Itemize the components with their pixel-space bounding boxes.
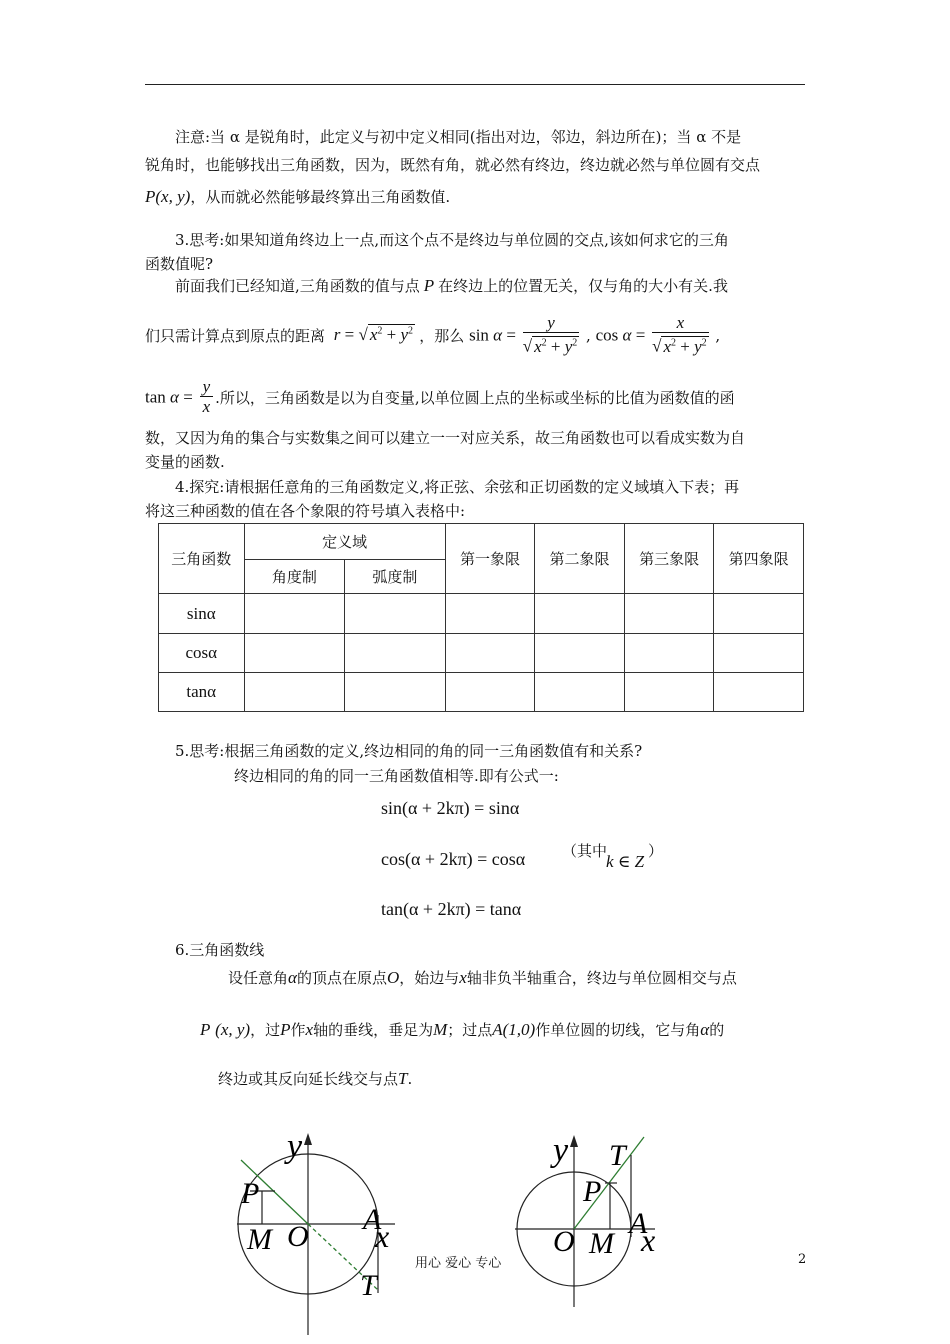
think3-line-6: 数，又因为角的集合与实数集之间可以建立一一对应关系，故三角函数也可以看成实数为自 [145,429,746,447]
table-cell [345,634,446,673]
table-cell [535,634,625,673]
think3-line-3a: 前面我们已经知道,三角函数的值与点 [175,277,420,295]
cos-formula: cos α = [595,325,646,345]
think3-line-3 [175,272,837,300]
lines6-line-1 [228,964,737,992]
table-cell [714,634,804,673]
origin-O: O [386,968,400,987]
lines6-l2a: ，过 [250,1021,281,1039]
think3-line-4: 们只需计算点到原点的距离 r = √ $x^2 + y^2$ ，那么 sin α = $\frac{y}{√ x^2 + y^2}$ , cos α = $\frac{x}{√ x^2 + y^2}$ , [145,313,721,356]
unit-circle-figure-quadrant-2 [225,1125,425,1344]
lines6-l2f: 的 [709,1021,725,1039]
lines6-l2c: 轴的垂线，垂足为 [313,1021,434,1039]
lines6-l2b: 作 [290,1021,306,1039]
lines6-l1b: 的顶点在原点 [296,969,387,987]
A-point: A(1,0) [492,1020,536,1039]
formula-sin-period: sin(α + 2kπ) = sinα [381,798,520,818]
table-header-degree: 角度制 [244,560,345,594]
cos-fraction: $\frac{x}{√ x^2 + y^2}$ [652,313,707,356]
formula-note-k: k ∈ Z [606,852,645,871]
sin-formula: sin α = [469,325,516,345]
lines6-line-3 [218,1065,412,1093]
think3-line-3b: 在终边上的位置无关，仅与角的大小有关.我 [438,277,728,295]
lines6-l2e: 作单位圆的切线，它与角 [535,1021,701,1039]
table-cell [244,673,345,712]
think5-line-2: 终边相同的角的同一三角函数值相等.即有公式一: [234,767,559,785]
lines6-l1c: ，始边与 [399,969,460,987]
label-A: A [363,1203,382,1236]
label-M: M [247,1223,272,1256]
table-row-cos: cosα [159,634,245,673]
label-P: P [583,1175,602,1208]
label-A: A [629,1207,648,1240]
x-symbol-2: x [305,1020,314,1039]
table-cell [535,673,625,712]
lines6-l2d: ；过点 [447,1021,493,1039]
label-T: T [609,1139,626,1172]
formula-tan-period: tan(α + 2kπ) = tanα [381,899,522,919]
lines6-l3b: . [407,1070,413,1088]
point-P-xy: P(x, y) [145,187,191,206]
think3-line-1: 3.思考:如果知道角终边上一点,而这个点不是终边与单位圆的交点,该如何求它的三角 [175,231,729,249]
table-cell [535,594,625,634]
think3-line-4b: ，那么 [419,326,465,345]
table-cell [624,634,714,673]
table-cell [714,673,804,712]
note-line-3-text: ，从而就必然能够最终算出三角函数值. [190,188,451,206]
table-header-func: 三角函数 [159,524,245,594]
table-cell [445,594,535,634]
formula-note-open: （其中 [562,842,608,860]
label-T: T [360,1269,377,1302]
x-symbol: x [459,968,467,987]
table-cell [445,673,535,712]
table-header-domain: 定义域 [244,524,445,560]
table-header-q1: 第一象限 [445,524,535,594]
table-header-q3: 第三象限 [624,524,714,594]
think3-line-5-text: .所以，三角函数是以为自变量,以单位圆上点的坐标或坐标的比值为函数值的函 [215,389,735,407]
M-symbol: M [433,1020,448,1039]
think3-line-5 [145,378,735,417]
table-cell [244,594,345,634]
header-rule [145,84,805,85]
lines6-l3a: 终边或其反向延长线交与点 [218,1070,399,1088]
table-cell [244,634,345,673]
label-M: M [589,1227,614,1260]
note-line-2: 锐角时，也能够找出三角函数，因为，既然有角，就必然有终边，终边就必然与单位圆有交点 [145,156,761,174]
table-row-tan: tanα [159,673,245,712]
table-cell [624,673,714,712]
label-y: y [287,1128,303,1165]
table-cell [714,594,804,634]
tan-formula: tan α = [145,387,193,407]
table-header-q2: 第二象限 [535,524,625,594]
alpha-symbol: α [288,968,297,987]
table-cell [624,594,714,634]
page-number: 2 [798,1252,807,1267]
table-cell [345,673,446,712]
T-symbol: T [398,1069,408,1088]
lines6-l1d: 轴非负半轴重合，终边与单位圆相交与点 [466,969,737,987]
label-P: P [241,1177,260,1210]
sin-fraction: $\frac{y}{√ x^2 + y^2}$ [522,313,578,356]
table-row-sin: sinα [159,594,245,634]
unit-circle-figure-quadrant-1 [505,1125,685,1344]
note-line-1: 注意:当 α 是锐角时，此定义与初中定义相同(指出对边，邻边，斜边所在)；当 α 不是 [175,128,742,146]
explore4-line-1: 4.探究:请根据任意角的三角函数定义,将正弦、余弦和正切函数的定义域填入下表；再 [175,478,740,496]
table-cell [345,594,446,634]
label-y: y [553,1132,569,1169]
think3-line-2: 函数值呢? [145,255,214,273]
label-O: O [553,1225,575,1258]
think5-line-1: 5.思考:根据三角函数的定义,终边相同的角的同一三角函数值有和关系? [175,742,643,760]
think3-point-P: P [423,276,435,295]
P-coordinates: (x, y) [215,1020,251,1039]
footer-slogan: 用心 爱心 专心 [415,1256,502,1271]
formula-note-close: ） [648,842,664,860]
label-x: x [375,1218,390,1254]
label-O: O [287,1220,309,1253]
table-header-radian: 弧度制 [345,560,446,594]
y-axis-arrow [570,1135,578,1147]
note-line-3 [145,183,807,211]
think3-line-4a: 们只需计算点到原点的距离 [145,326,326,345]
lines6-title: 6.三角函数线 [175,941,265,959]
label-x: x [641,1222,656,1258]
alpha-symbol-2: α [700,1020,710,1039]
P-symbol-2: P [280,1020,291,1039]
table-cell [445,634,535,673]
explore4-line-2: 将这三种函数的值在各个象限的符号填入表格中: [145,502,466,520]
tan-fraction: $\frac{y}{x}$ [200,378,214,417]
sign-table [158,523,804,712]
formula-cos-period: cos(α + 2kπ) = cosα [381,849,526,869]
lines6-l1a: 设任意角 [228,969,289,987]
lines6-line-2 [200,1016,724,1044]
r-formula: r = √ $x^2 + y^2$ [333,325,414,345]
table-header-q4: 第四象限 [714,524,804,594]
think3-line-7: 变量的函数. [145,453,225,471]
P-symbol: P [200,1020,211,1039]
y-axis-arrow [304,1133,312,1145]
